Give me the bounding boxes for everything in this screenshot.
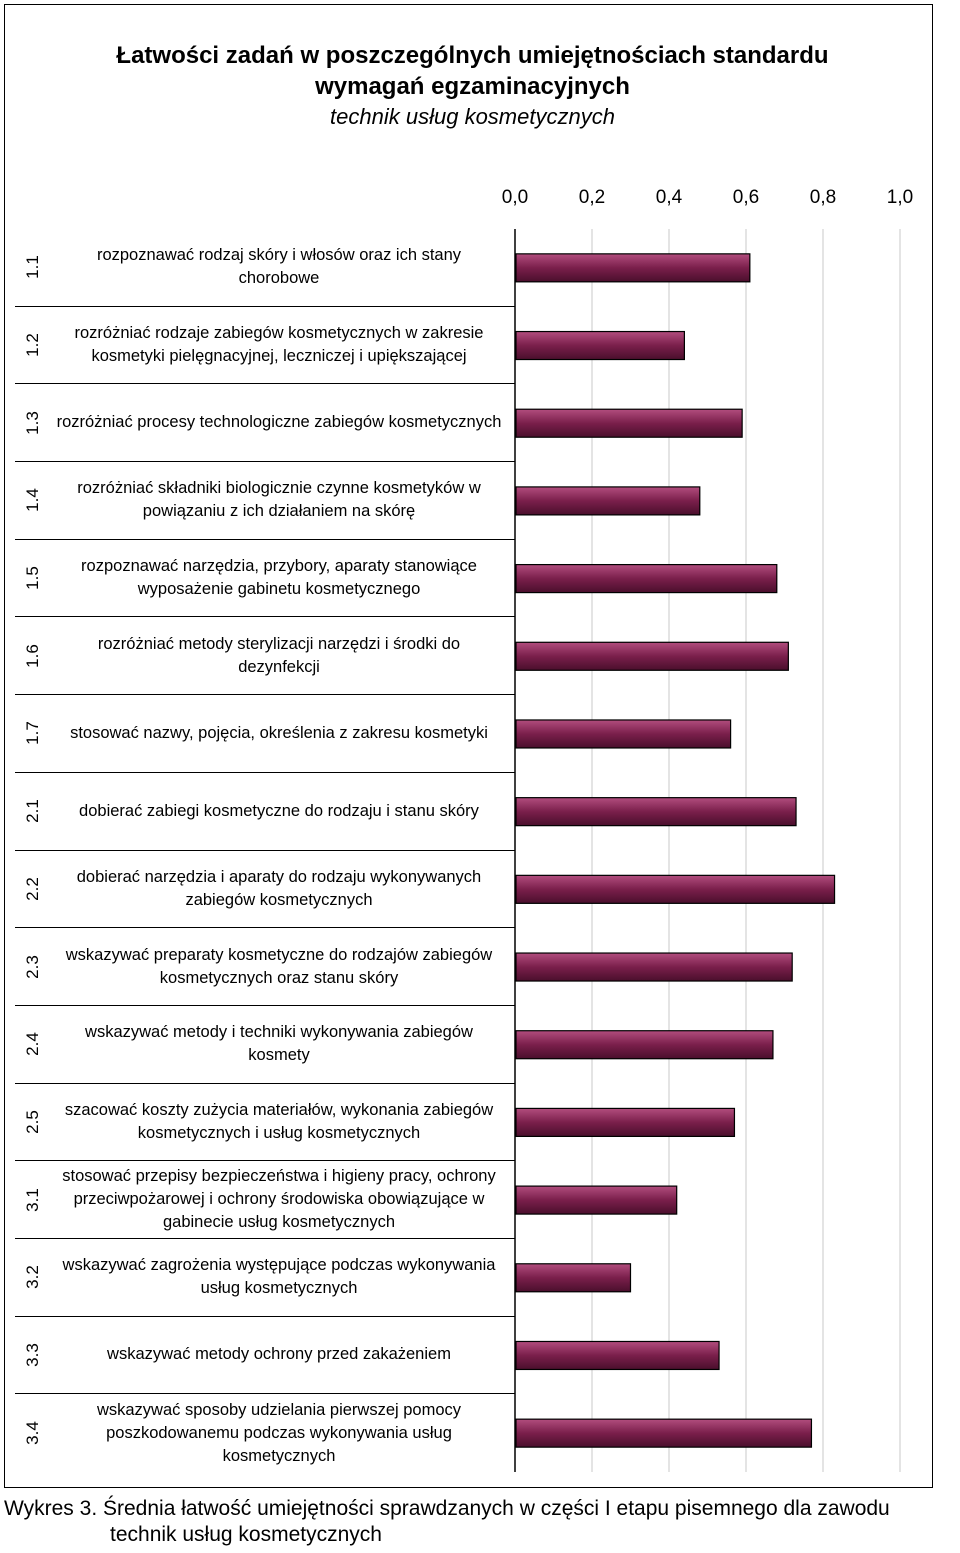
caption-line-2: technik usług kosmetycznych [110,1523,382,1546]
category-row [15,617,515,695]
category-label: dobierać narzędzia i aparaty do rodzaju wykonywanych zabiegów kosmetycznych [76,867,482,909]
bar-2.3 [516,953,792,981]
category-label: rozpoznawać rodzaj skóry i włosów oraz ich stany chorobowe [96,246,462,288]
plot-area [515,229,900,1472]
category-label: rozpoznawać narzędzia, przybory, aparaty stanowiące wyposażenie gabinetu kosmetycznego [81,557,477,599]
category-code [15,229,51,306]
bar-1.3 [516,409,742,437]
category-label: stosować przepisy bezpieczeństwa i higieny pracy, ochrony przeciwpożarowej i ochrony środowiska obowiązujące w gabinecie usług kosmetycznych [62,1167,496,1232]
category-code [15,617,51,694]
bar-chart-svg [515,229,900,1472]
x-tick-label: 0,2 [578,187,606,208]
category-row [15,462,515,540]
bar-3.2 [516,1264,631,1292]
category-code [15,1006,51,1083]
category-label: wskazywać metody i techniki wykonywania zabiegów kosmety [85,1023,473,1065]
category-code [15,540,51,617]
category-code [15,851,51,928]
caption-line-1: Wykres 3. Średnia łatwość umiejętności sprawdzanych w części I etapu pisemnego dla zawodu [4,1497,890,1520]
category-code [15,307,51,384]
chart-subtitle: technik usług kosmetycznych [330,104,615,129]
category-code-text: 3.1 [22,1187,42,1212]
category-label: rozróżniać rodzaje zabiegów kosmetycznych w zakresie kosmetyki pielęgnacyjnej, leczniczej i upiększającej [74,324,484,366]
category-label: wskazywać zagrożenia występujące podczas wykonywania usług kosmetycznych [62,1256,496,1298]
category-row [15,1084,515,1162]
bar-1.4 [516,487,700,515]
category-code [15,1239,51,1316]
category-code-text: 2.2 [22,877,42,901]
category-code [15,1317,51,1394]
category-row [15,928,515,1006]
category-label: stosować nazwy, pojęcia, określenia z zakresu kosmetyki [70,723,488,742]
category-row [15,1394,515,1472]
x-axis-tick-labels [0,187,960,215]
category-code [15,462,51,539]
bar-1.2 [516,332,684,360]
category-row [15,540,515,618]
category-label: szacować koszty zużycia materiałów, wykonania zabiegów kosmetycznych i usług kosmetycznych [64,1100,494,1142]
category-row [15,307,515,385]
category-row [15,1317,515,1395]
category-row [15,384,515,462]
category-code-text: 1.6 [22,643,42,668]
category-label: wskazywać sposoby udzielania pierwszej pomocy poszkodowanemu podczas wykonywania usług kosmetycznych [96,1400,462,1465]
bar-3.3 [516,1341,719,1369]
category-row [15,851,515,929]
category-code-text: 3.2 [22,1265,42,1290]
category-row [15,1006,515,1084]
category-code [15,1084,51,1161]
bar-1.1 [516,254,750,282]
category-code-text: 1.1 [22,255,42,280]
category-label: rozróżniać metody sterylizacji narzędzi i środki do dezynfekcji [97,634,461,676]
bar-2.5 [516,1108,734,1136]
category-code-text: 2.5 [22,1110,42,1134]
bar-3.1 [516,1186,677,1214]
category-code-text: 1.7 [22,721,42,746]
category-row [15,695,515,773]
category-code [15,1394,51,1472]
category-label: wskazywać metody ochrony przed zakażeniem [107,1345,451,1364]
category-rows [15,229,515,1472]
category-label: rozróżniać procesy technologiczne zabiegów kosmetycznych [56,413,502,432]
category-row [15,1161,515,1239]
category-row [15,229,515,307]
category-code [15,695,51,772]
chart-title-line2: wymagań egzaminacyjnych [315,73,630,100]
category-code-text: 3.4 [22,1421,42,1445]
category-code [15,773,51,850]
category-label: dobierać zabiegi kosmetyczne do rodzaju i stanu skóry [79,801,479,820]
figure-caption [4,1496,960,1548]
chart-title-block [100,40,845,132]
category-code-text: 1.2 [22,333,42,357]
category-code [15,1161,51,1238]
category-code-text: 1.4 [22,488,42,513]
category-code-text: 1.3 [22,410,42,435]
chart-title: Łatwości zadań w poszczególnych umiejętnościach standardu [116,42,829,69]
x-tick-label: 0,0 [501,187,529,208]
bar-3.4 [516,1419,811,1447]
category-code [15,928,51,1005]
bar-2.2 [516,875,835,903]
bar-1.7 [516,720,731,748]
category-code-text: 3.3 [22,1343,42,1367]
bar-1.5 [516,565,777,593]
bar-1.6 [516,642,788,670]
category-row [15,1239,515,1317]
category-code-text: 2.1 [22,799,42,823]
category-label: rozróżniać składniki biologicznie czynne kosmetyków w powiązaniu z ich działaniem na skórę [77,479,481,521]
x-tick-label: 0,6 [732,187,760,208]
x-tick-label: 0,4 [655,187,683,208]
category-label: wskazywać preparaty kosmetyczne do rodzajów zabiegów kosmetycznych oraz stanu skóry [65,945,493,987]
bar-2.1 [516,798,796,826]
x-tick-label: 0,8 [809,187,837,208]
category-code-text: 2.3 [22,954,42,979]
bar-2.4 [516,1031,773,1059]
category-code-text: 1.5 [22,566,42,590]
category-row [15,773,515,851]
x-tick-label: 1,0 [886,187,914,208]
category-code [15,384,51,461]
category-code-text: 2.4 [22,1032,42,1057]
